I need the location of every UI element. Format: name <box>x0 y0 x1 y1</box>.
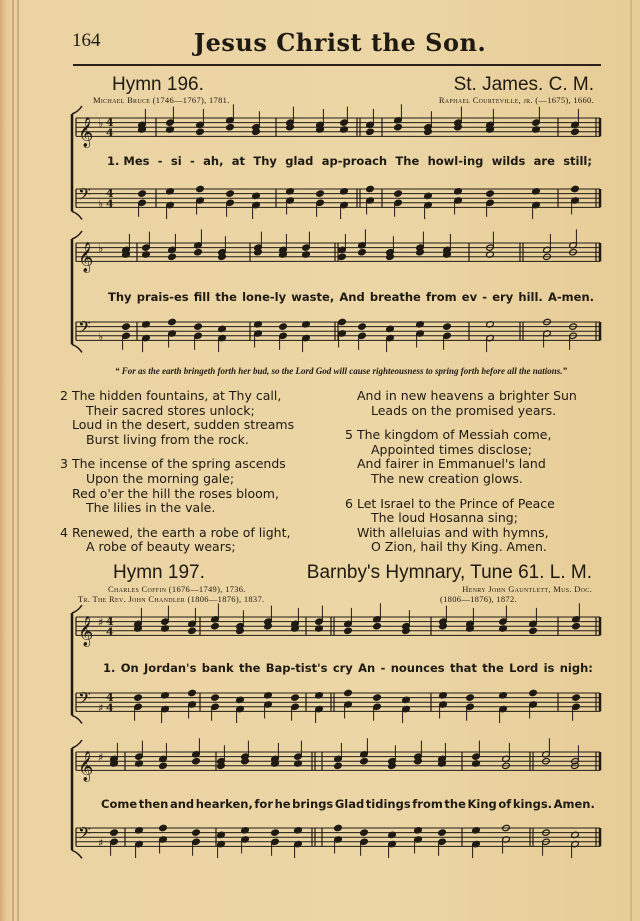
lyric-syllable: Amen. <box>553 797 595 811</box>
stanza-4: 4 Renewed, the earth a robe of light, A robe of beauty wears; <box>60 524 291 555</box>
lyric-syllable: hill. <box>518 290 543 304</box>
svg-text:♭: ♭ <box>98 242 104 256</box>
hymn-196-lyrics-line-1 <box>107 154 592 168</box>
lyric-syllable: is <box>543 661 555 675</box>
lyric-syllable: Lord <box>509 661 539 675</box>
hymn-196-lyrics-line-2 <box>108 290 594 304</box>
lyric-syllable: breathe <box>369 290 421 304</box>
hymn-196-tune: St. James. C. M. <box>453 74 594 95</box>
svg-text:4: 4 <box>106 615 114 629</box>
lyric-syllable: The <box>395 154 420 168</box>
lyric-syllable: bank <box>201 661 234 675</box>
lyric-syllable: tidings <box>365 797 411 811</box>
hymn-196-stanzas-right <box>345 389 625 565</box>
lyric-syllable: ah, <box>203 154 224 168</box>
lyric-syllable: from <box>412 797 443 811</box>
lyric-syllable: glad <box>285 154 314 168</box>
lyric-syllable: King <box>467 797 497 811</box>
lyric-syllable: he <box>274 797 291 811</box>
svg-text:♯: ♯ <box>98 751 104 765</box>
lyric-syllable: ap-proach <box>321 154 388 168</box>
lyric-syllable: the <box>238 661 261 675</box>
lyric-syllable: Thy <box>108 290 132 304</box>
svg-text:𝄢: 𝄢 <box>78 687 91 712</box>
svg-text:♯: ♯ <box>98 701 104 715</box>
running-title: Jesus Christ the Son. <box>193 28 487 57</box>
stanza-4-continued: And in new heavens a brighter Sun Leads on the promised years. <box>357 388 577 418</box>
page-number: 164 <box>72 30 101 51</box>
lyric-syllable: Thy <box>253 154 277 168</box>
hymn-196-stanzas-left <box>60 389 340 565</box>
hymn-197-tune: Barnby's Hymnary, Tune 61. L. M. <box>306 562 592 583</box>
lyric-syllable: Jordan's <box>144 661 197 675</box>
svg-text:♭: ♭ <box>98 330 104 344</box>
lyric-syllable: are <box>533 154 555 168</box>
svg-text:4: 4 <box>106 691 114 705</box>
lyric-syllable: the <box>482 661 504 675</box>
svg-text:4: 4 <box>106 187 114 201</box>
svg-text:♭: ♭ <box>98 197 104 211</box>
lyric-syllable: of <box>498 797 512 811</box>
stanza-6: 6 Let Israel to the Prince of Peace The loud Hosanna sing; With alleluias and with hymns, O Zion, hail thy King. Amen. <box>345 495 555 555</box>
hymn-197-composer-dates: (1806—1876), 1872. <box>440 594 517 604</box>
hymn-197-author: Charles Coffin (1676—1749), 1736. <box>108 584 246 594</box>
lyric-syllable: lone-ly <box>242 290 287 304</box>
lyric-syllable: - <box>190 154 195 168</box>
lyric-syllable: at <box>231 154 246 168</box>
lyric-syllable: A-men. <box>547 290 594 304</box>
lyric-syllable: nigh: <box>559 661 593 675</box>
hymn-196-author: Michael Bruce (1746—1767), 1781. <box>93 95 230 105</box>
lyric-syllable: Come <box>101 797 138 811</box>
lyric-syllable: - <box>157 154 163 168</box>
svg-text:4: 4 <box>106 126 114 140</box>
hymn-197-translator: Tr. The Rev. John Chandler (1806—1876), 1837. <box>78 594 265 604</box>
svg-text:4: 4 <box>106 197 114 211</box>
lyric-syllable: - <box>380 661 386 675</box>
svg-text:4: 4 <box>106 625 114 639</box>
lyric-syllable: cry <box>332 661 353 675</box>
lyric-syllable: And <box>339 290 365 304</box>
hymn-197-number: Hymn 197. <box>113 562 205 583</box>
lyric-syllable: ery <box>492 290 514 304</box>
svg-text:4: 4 <box>106 701 114 715</box>
stanza-2: 2 The hidden fountains, at Thy call, Their sacred stores unlock; Loud in the desert, sudden streams Burst living from the rock. <box>60 388 295 447</box>
lyric-syllable: kings. <box>512 797 553 811</box>
svg-text:♭: ♭ <box>98 117 104 131</box>
lyric-syllable: wilds <box>491 154 526 168</box>
lyric-syllable: howl-ing <box>427 154 484 168</box>
hymn-196-epigraph: “ For as the earth bringeth forth her bud, so the Lord God will cause righteousness to spring forth before all the nations.” <box>114 366 568 376</box>
hymn-197-lyrics-line-1 <box>103 661 593 675</box>
lyric-syllable: On <box>120 661 139 675</box>
svg-text:4: 4 <box>106 116 114 130</box>
hymn-196-number: Hymn 196. <box>112 74 204 95</box>
lyric-syllable: nounces <box>390 661 445 675</box>
svg-text:𝄢: 𝄢 <box>78 822 91 847</box>
lyric-syllable: the <box>215 290 237 304</box>
lyric-syllable: from <box>426 290 457 304</box>
svg-text:𝄞: 𝄞 <box>78 117 94 148</box>
hymn-197-lyrics-line-2 <box>101 797 595 811</box>
lyric-syllable: - <box>482 290 488 304</box>
lyric-syllable: 1. <box>103 661 116 675</box>
lyric-syllable: Glad <box>334 797 365 811</box>
lyric-syllable: still; <box>563 154 592 168</box>
svg-text:♯: ♯ <box>98 616 104 630</box>
lyric-syllable: ev <box>461 290 478 304</box>
lyric-syllable: si <box>170 154 182 168</box>
stanza-3: 3 The incense of the spring ascends Upon the morning gale; Red o'er the hill the roses bloom, The lilies in the vale. <box>60 456 286 516</box>
lyric-syllable: Bap-tist's <box>265 661 328 675</box>
svg-text:𝄞: 𝄞 <box>78 751 94 782</box>
lyric-syllable: that <box>450 661 477 675</box>
lyric-syllable: and <box>169 797 195 811</box>
hymn-196-composer: Raphael Courteville, jr. (—1675), 1660. <box>438 95 594 105</box>
svg-text:♯: ♯ <box>98 836 104 850</box>
svg-text:𝄢: 𝄢 <box>78 183 91 208</box>
lyric-syllable: An <box>358 661 376 675</box>
svg-text:𝄞: 𝄞 <box>78 616 94 647</box>
hymn-197-composer: Henry John Gauntlett, Mus. Doc. <box>462 584 592 594</box>
lyric-syllable: the <box>444 797 466 811</box>
lyric-syllable: 1. Mes <box>107 154 150 168</box>
lyric-syllable: brings <box>292 797 334 811</box>
stanza-5: 5 The kingdom of Messiah come, Appointed times disclose; And fairer in Emmanuel's land The new creation glows. <box>345 427 552 486</box>
lyric-syllable: then <box>138 797 169 811</box>
lyric-syllable: waste, <box>291 290 335 304</box>
lyric-syllable: fill <box>193 290 211 304</box>
svg-text:𝄢: 𝄢 <box>78 316 91 341</box>
lyric-syllable: for <box>254 797 273 811</box>
lyric-syllable: hearken, <box>195 797 253 811</box>
svg-text:𝄞: 𝄞 <box>78 242 94 273</box>
lyric-syllable: prais-es <box>136 290 189 304</box>
